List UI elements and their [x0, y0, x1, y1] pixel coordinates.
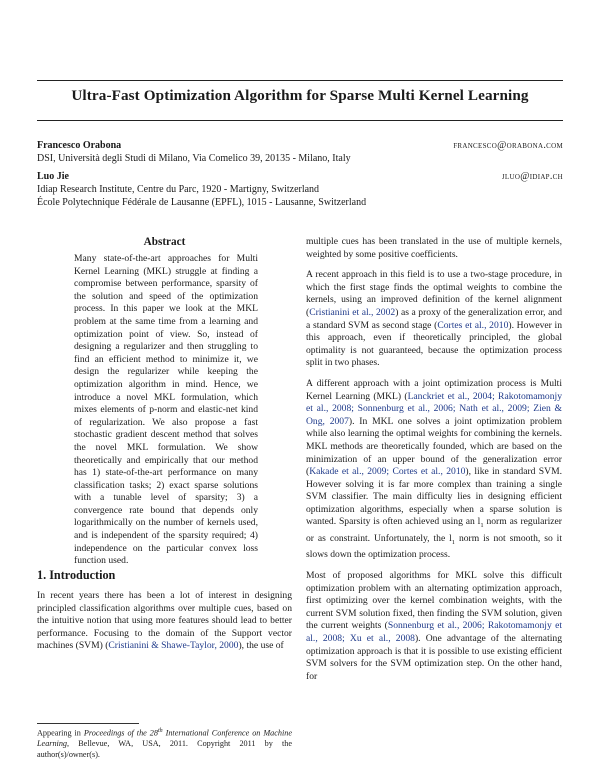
- text-run: multiple cues has been translated in the use of multiple kernels, weighted by some positive coefficients.: [306, 236, 562, 260]
- author-affiliation: École Polytechnique Fédérale de Lausanne (EPFL), 1015 - Lausanne, Switzerland: [37, 197, 367, 208]
- paragraph: [37, 590, 292, 653]
- text-run: ), like in standard SVM. However solving it is far more complex than training a single SVM classifier. The main difficulty lies in designing efficient optimization algorithms, especially when a sparse solution is wanted. Sparsity is often achieved using an l: [306, 466, 563, 528]
- citation-link[interactable]: Cristianini et al., 2002: [309, 306, 396, 318]
- paragraph: [306, 236, 562, 261]
- paragraph: [306, 570, 562, 683]
- right-column-text: [306, 236, 562, 691]
- author-email: jluo@idiap.ch: [501, 171, 563, 182]
- footnote: [37, 726, 292, 760]
- subscript: 1: [451, 538, 456, 546]
- author-affiliation: DSI, Università degli Studi di Milano, Via Comelico 39, 20135 - Milano, Italy: [37, 153, 351, 164]
- paragraph: [306, 269, 562, 370]
- citation-link[interactable]: Cortes et al., 2010: [437, 319, 509, 331]
- text-run: , Bellevue, WA, USA, 2011. Copyright 2011 by the author(s)/owner(s).: [37, 739, 292, 759]
- text-run: ). However in this approach, even if theoretically principled, the global optimality is not guaranteed, because the optimization process split in two phases.: [306, 319, 563, 369]
- text-run: norm as regularizer or as constraint. Unfortunately, the l: [306, 516, 562, 544]
- author-block-1: [37, 139, 563, 165]
- footnote-rule: [37, 723, 139, 724]
- author-affiliation: Idiap Research Institute, Centre du Parc, 1920 - Martigny, Switzerland: [37, 184, 320, 195]
- introduction-text: [37, 590, 292, 653]
- text-run: ). One advantage of the alternating optimization approach is that it is possible to use existing efficient SVM solvers for the SVM optimization step. On the other hand, for: [306, 633, 562, 682]
- author-name: Francesco Orabona: [37, 140, 122, 151]
- text-run: ), the use of: [238, 640, 284, 652]
- title-bottom-rule: [37, 120, 563, 121]
- citation-link[interactable]: Lanckriet et al., 2004; Rakotomamonjy et al., 2008; Sonnenburg et al., 2006; Nath et al., 2009; Zien & Ong, 2007: [306, 390, 562, 427]
- abstract-text: Many state-of-the-art approaches for Multi Kernel Learning (MKL) struggle at finding a compromise between performance, sparsity of the solution and speed of the optimization process. In this paper we look at the MKL problem at the same time from a learning and optimization point of view. So, instead of designing a regularizer and then struggling to find an efficient method to minimize it, we design the regularizer while keeping the optimization algorithm in mind. Hence, we introduce a novel MKL formulation, which mixes elements of p-norm and elastic-net kind of regularization. We also propose a fast stochastic gradient descent method that solves the novel MKL formulation. We show theoretically and empirically that our method has 1) state-of-the-art performance on many classification tasks; 2) exact sparse solutions with a tunable level of sparsity; 3) a convergence rate bound that depends only logarithmically on the number of kernels used, and is independent of the sparsity required; 4) independence on the particular convex loss function used.: [74, 253, 258, 567]
- text-run: Proceedings of the 28: [83, 728, 158, 738]
- text-run: ) as a proxy of the generalization error, and a standard SVM as second stage (: [306, 306, 562, 331]
- text-run: ). In MKL one solves a joint optimization problem while also learning the optimal weights for combining the kernels. MKL methods are theoretically founded, which are based on the minimization of an upper bound of the generalization error (: [306, 415, 562, 478]
- author-email: francesco@orabona.com: [453, 140, 563, 151]
- author-name: Luo Jie: [37, 171, 69, 182]
- text-run: norm is not smooth, so it slows down the optimization process.: [306, 532, 562, 561]
- citation-link[interactable]: Cristianini & Shawe-Taylor, 2000: [108, 640, 239, 652]
- title-top-rule: [37, 80, 563, 81]
- text-run: Most of proposed algorithms for MKL solve this difficult optimization problem with an alternating optimization approach, first optimizing over the kernel combination weights, with the current SVM solution fixed, then finding the SVM solution, given the current weights (: [306, 570, 562, 632]
- text-run: Appearing in: [37, 728, 84, 738]
- subscript: 1: [480, 522, 484, 530]
- citation-link[interactable]: Kakade et al., 2009; Cortes et al., 2010: [309, 466, 466, 478]
- text-run: International Conference on Machine Learning: [37, 728, 292, 749]
- author-block-2: [37, 170, 563, 209]
- superscript: th: [157, 728, 163, 734]
- abstract-heading: Abstract: [143, 236, 186, 248]
- text-run: A recent approach in this field is to use a two-stage procedure, in which the first stage finds the optimal weights to combine the kernels, using an improved definition of the kernel alignment (: [306, 269, 562, 318]
- paragraph: [306, 378, 562, 562]
- section-heading-introduction: 1. Introduction: [37, 568, 116, 582]
- text-run: A different approach with a joint optimization process is Multi Kernel Learning (MKL) (: [306, 377, 562, 402]
- citation-link[interactable]: Sonnenburg et al., 2006; Rakotomamonjy et al., 2008; Xu et al., 2008: [306, 620, 563, 645]
- paper-title: Ultra-Fast Optimization Algorithm for Sparse Multi Kernel Learning: [71, 87, 529, 104]
- text-run: In recent years there has been a lot of interest in designing principled classification algorithms over multiple cues, based on the intuitive notion that using more features should lead to better performance. Focusing to the domain of the Support vector machines (SVM) (: [37, 590, 292, 652]
